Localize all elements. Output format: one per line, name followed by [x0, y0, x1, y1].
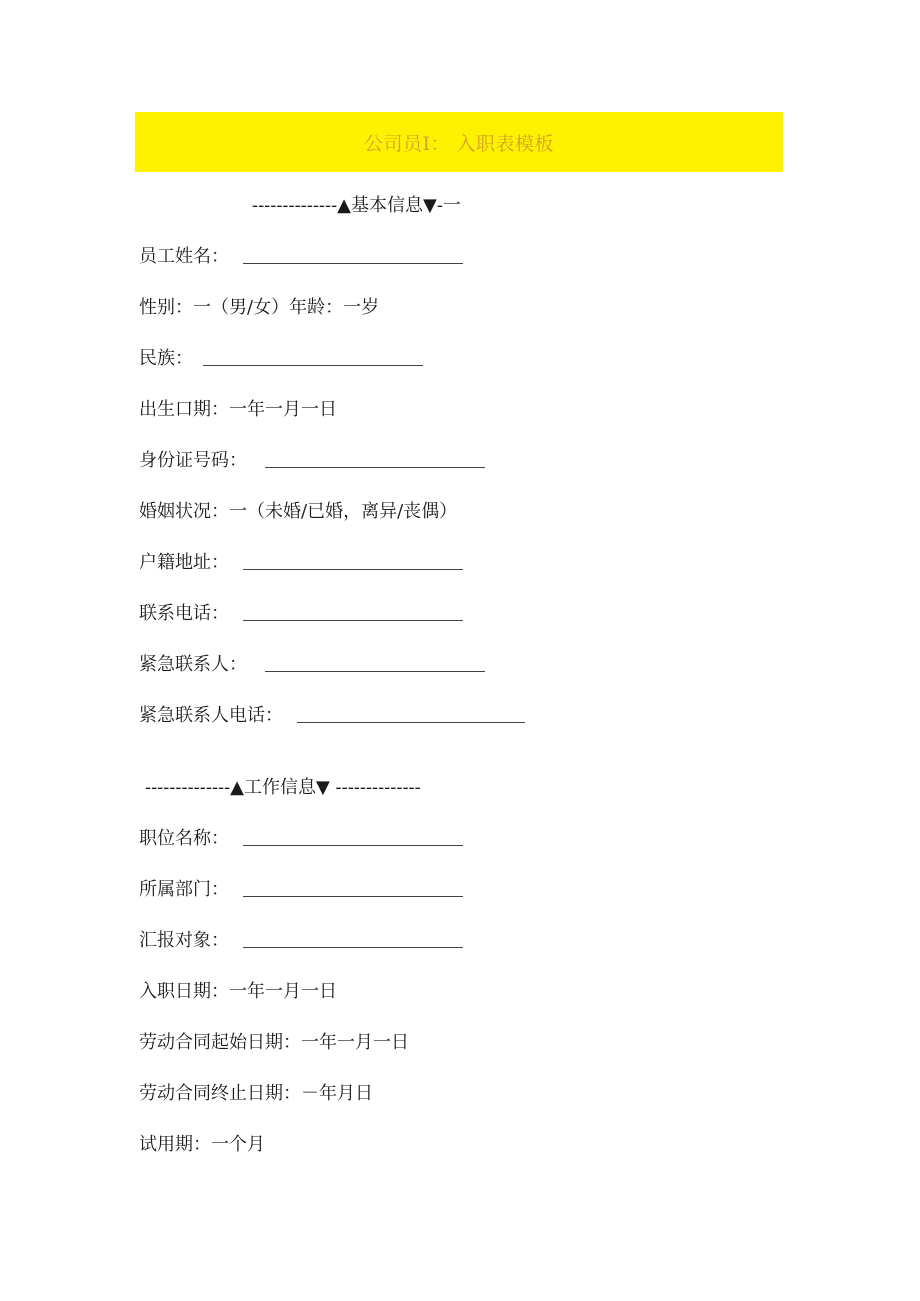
field-row-contract-end: [139, 1079, 373, 1105]
field-label-emergency-contact: 紧急联系人：: [139, 654, 247, 675]
title-banner: [135, 112, 783, 172]
field-row-emergency-contact: [139, 650, 485, 676]
field-label-hire-date: 入职日期：一年一月一日: [139, 981, 337, 1002]
field-label-report-to: 汇报对象：: [139, 930, 229, 951]
department-blank[interactable]: [243, 895, 463, 897]
household-blank[interactable]: [243, 568, 463, 570]
field-row-hire-date: [139, 977, 337, 1003]
field-row-household: [139, 548, 463, 574]
field-label-name: 员工姓名：: [139, 246, 229, 267]
field-row-gender-age: [139, 293, 379, 319]
field-label-department: 所属部门：: [139, 879, 229, 900]
emergency-contact-blank[interactable]: [265, 670, 485, 672]
field-row-ethnicity: [139, 344, 423, 370]
position-blank[interactable]: [243, 844, 463, 846]
section-heading-basic: --------------▲基本信息▼-一: [252, 195, 461, 216]
field-label-probation: 试用期：一个月: [139, 1134, 265, 1155]
field-label-marital: 婚姻状况：一（未婚/已婚，离异/丧偶）: [139, 501, 458, 522]
field-row-id-number: [139, 446, 485, 472]
field-label-ethnicity: 民族：: [139, 348, 193, 369]
field-row-department: [139, 875, 463, 901]
field-row-birth-date: [139, 395, 337, 421]
field-label-position: 职位名称：: [139, 828, 229, 849]
field-row-name: [139, 242, 463, 268]
id-number-blank[interactable]: [265, 466, 485, 468]
field-row-position: [139, 824, 463, 850]
phone-blank[interactable]: [243, 619, 463, 621]
name-blank[interactable]: [243, 262, 463, 264]
emergency-phone-blank[interactable]: [297, 721, 525, 723]
field-label-birth-date: 出生口期：一年一月一日: [139, 399, 337, 420]
field-label-contract-end: 劳动合同终止日期：－年月日: [139, 1083, 373, 1104]
report-to-blank[interactable]: [243, 946, 463, 948]
field-label-gender-age: 性别：一（男/女）年龄：一岁: [139, 297, 380, 318]
field-row-report-to: [139, 926, 463, 952]
document-title: 公司员I： 入职表模板: [363, 132, 555, 155]
field-label-phone: 联系电话：: [139, 603, 229, 624]
field-row-marital: [139, 497, 457, 523]
field-label-id-number: 身份证号码：: [139, 450, 247, 471]
field-row-emergency-phone: [139, 701, 525, 727]
field-label-household: 户籍地址：: [139, 552, 229, 573]
field-label-emergency-phone: 紧急联系人电话：: [139, 705, 283, 726]
section-heading-work: --------------▲工作信息▼ --------------: [145, 777, 421, 798]
field-label-contract-start: 劳动合同起始日期：一年一月一日: [139, 1032, 409, 1053]
field-row-phone: [139, 599, 463, 625]
field-row-contract-start: [139, 1028, 409, 1054]
field-row-probation: [139, 1130, 265, 1156]
ethnicity-blank[interactable]: [203, 364, 423, 366]
